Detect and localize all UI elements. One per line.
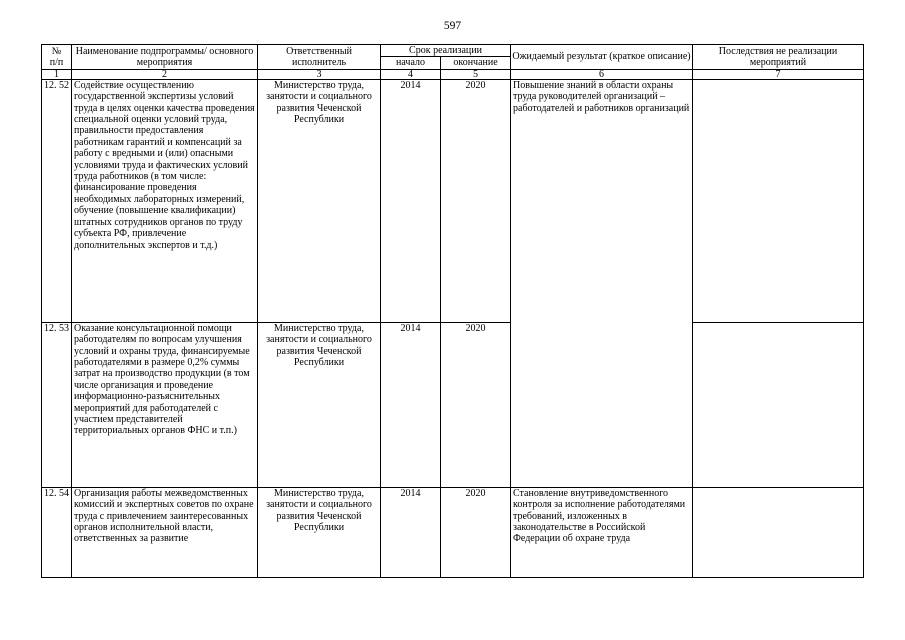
header-start: начало: [381, 57, 441, 69]
header-executor: Ответственный исполнитель: [258, 45, 381, 70]
start-year: 2014: [381, 79, 441, 322]
expected-result: Повышение знаний в области охраны труда руководителей организаций – работодателей и работников организаций: [511, 79, 693, 487]
measure-name-cell: [72, 487, 258, 577]
page-number: 597: [443, 20, 462, 32]
responsible-executor: Министерство труда, занятости и социального развития Чеченской Республики: [258, 322, 381, 487]
header-row: [42, 45, 864, 57]
column-number: 1: [42, 69, 72, 79]
end-year: 2020: [441, 487, 511, 577]
column-number: 6: [511, 69, 693, 79]
row-number: 12. 52: [42, 79, 72, 322]
header-num: № п/п: [42, 45, 72, 70]
measure-name: Организация работы межведомственных комиссий и экспертных советов по охране труда с привлечением заинтересованных органов исполнительной власти, ответственных за развитие: [74, 487, 254, 545]
start-year: 2014: [381, 487, 441, 577]
header-term: Срок реализации: [381, 45, 511, 57]
consequences: [693, 322, 864, 487]
column-number: 3: [258, 69, 381, 79]
measure-name: Оказание консультационной помощи работодателям по вопросам улучшения условий и охраны труда, финансируемые работодателями в размере 0,2% суммы затрат на производство продукции (в том числе организация и проведение информационно-разъяснительных мероприятий для работодателей с участием представителей территориальных органов ФНС и т.п.): [72, 322, 258, 487]
end-year: 2020: [441, 79, 511, 322]
header-name: Наименование подпрограммы/ основного мероприятия: [72, 45, 258, 70]
table-row: [42, 79, 864, 322]
column-number: 7: [693, 69, 864, 79]
responsible-executor: Министерство труда, занятости и социального развития Чеченской Республики: [258, 79, 381, 322]
start-year: 2014: [381, 322, 441, 487]
measures-table: [41, 44, 864, 578]
column-number: 5: [441, 69, 511, 79]
column-numbers-row: [42, 69, 864, 79]
header-result: Ожидаемый результат (краткое описание): [511, 45, 693, 70]
header-end: окончание: [441, 57, 511, 69]
expected-result: Становление внутриведомственного контроля за исполнение работодателями требований, изложенных в законодательстве в Российской Федерации об охране труда: [511, 487, 693, 577]
header-consequences: Последствия не реализации мероприятий: [693, 45, 864, 70]
consequences: [693, 79, 864, 322]
table-row: [42, 487, 864, 577]
end-year: 2020: [441, 322, 511, 487]
column-number: 2: [72, 69, 258, 79]
row-number: 12. 53: [42, 322, 72, 487]
consequences: [693, 487, 864, 577]
row-number: 12. 54: [42, 487, 72, 577]
table-row: [42, 322, 864, 487]
measure-name: Содействие осуществлению государственной экспертизы условий труда в целях оценки качества проведения специальной оценки условий труда, правильности предоставления работникам гарантий и компенсаций за работу с вредными и (или) опасными условиями труда и фактических условий труда работников (в том числе: финансирование проведения необходимых лабораторных измерений, обучение (повышение квалификации) штатных сотрудников органов по труду субъекта РФ, привлечение дополнительных экспертов и т.д.): [72, 79, 258, 322]
responsible-executor: Министерство труда, занятости и социального развития Чеченской Республики: [258, 487, 381, 577]
column-number: 4: [381, 69, 441, 79]
